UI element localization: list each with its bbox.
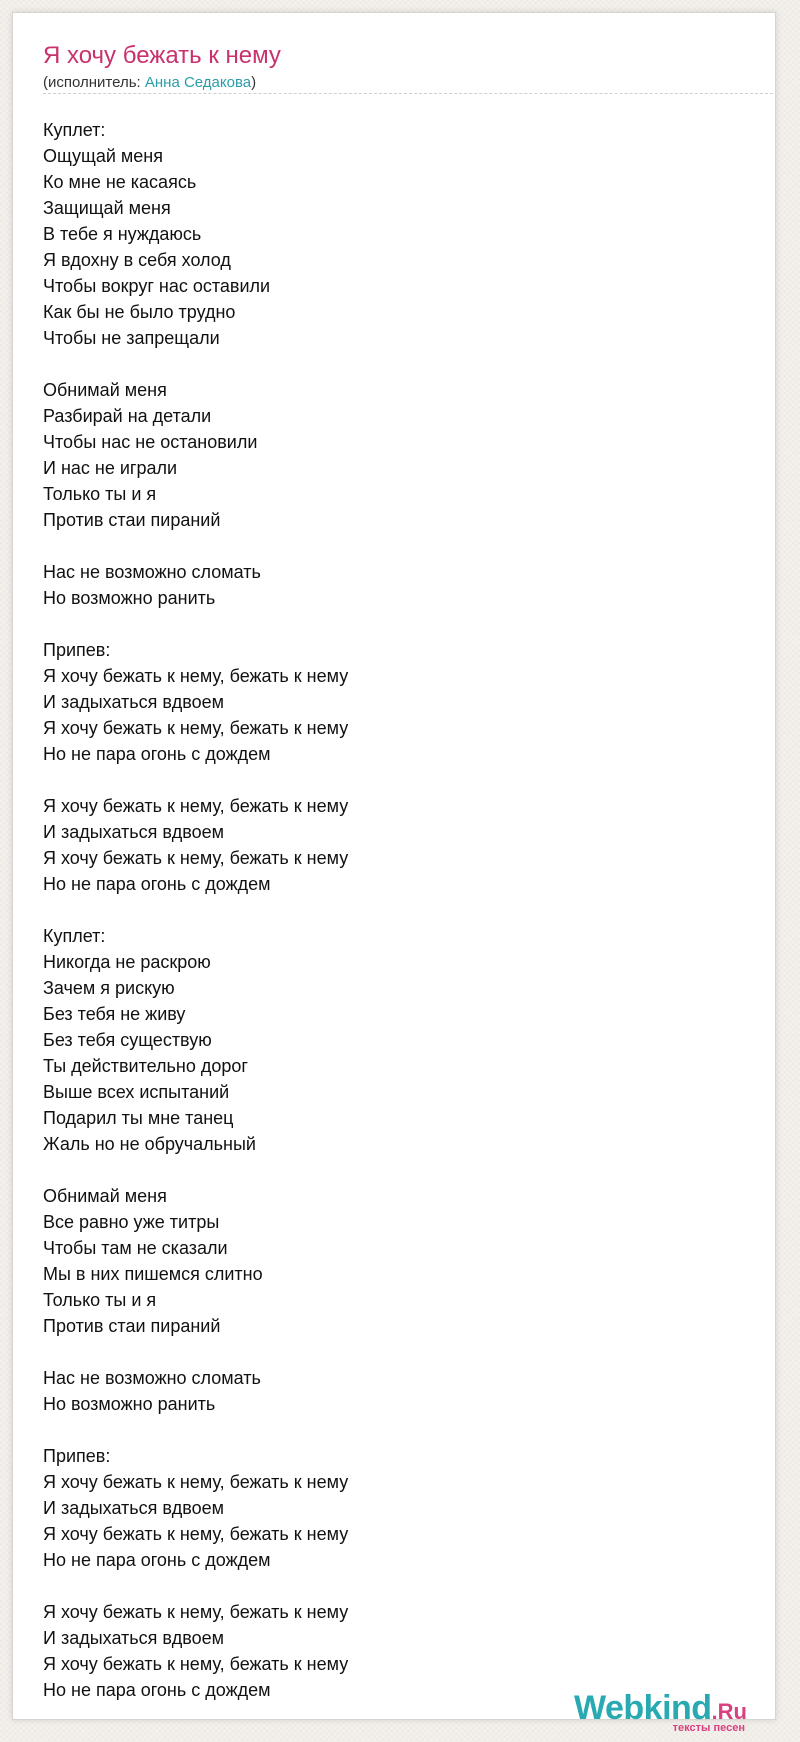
lyric-line: Я хочу бежать к нему, бежать к нему (43, 1524, 349, 1544)
lyric-line: Но не пара огонь с дождем (43, 874, 271, 894)
lyric-line: Но не пара огонь с дождем (43, 1680, 271, 1700)
lyric-line: Чтобы не запрещали (43, 328, 220, 348)
lyric-line: Зачем я рискую (43, 978, 175, 998)
lyric-line: В тебе я нуждаюсь (43, 224, 202, 244)
stanza-break (43, 897, 763, 923)
lyric-line: Нас не возможно сломать (43, 1368, 261, 1388)
lyric-line: Обнимай меня (43, 1186, 167, 1206)
lyric-line: Без тебя существую (43, 1030, 212, 1050)
lyric-line: Защищай меня (43, 198, 171, 218)
lyric-line: Я хочу бежать к нему, бежать к нему (43, 1602, 349, 1622)
lyric-line: Разбирай на детали (43, 406, 212, 426)
lyric-line: Чтобы там не сказали (43, 1238, 228, 1258)
lyric-line: Припев: (43, 640, 111, 660)
stanza-break (43, 1339, 763, 1365)
logo-domain-suffix: .Ru (711, 1699, 747, 1724)
stanza-break (43, 1573, 763, 1599)
lyric-line: Подарил ты мне танец (43, 1108, 234, 1128)
stanza-break (43, 1157, 763, 1183)
song-header (43, 41, 743, 93)
lyric-line: Нас не возможно сломать (43, 562, 261, 582)
lyric-line: Я хочу бежать к нему, бежать к нему (43, 1472, 349, 1492)
lyric-line: Припев: (43, 1446, 111, 1466)
lyric-line: Только ты и я (43, 484, 157, 504)
stanza-break (43, 611, 763, 637)
lyric-line: И задыхаться вдвоем (43, 822, 225, 842)
lyric-line: Ко мне не касаясь (43, 172, 197, 192)
lyric-line: Только ты и я (43, 1290, 157, 1310)
lyric-line: И задыхаться вдвоем (43, 1498, 225, 1518)
site-logo[interactable] (574, 1689, 747, 1734)
artist-line (43, 73, 743, 93)
lyric-line: Против стаи пираний (43, 510, 221, 530)
stanza-break (43, 533, 763, 559)
lyric-line: Обнимай меня (43, 380, 167, 400)
lyric-line: Но возможно ранить (43, 588, 216, 608)
lyric-line: И задыхаться вдвоем (43, 692, 225, 712)
lyric-line: Выше всех испытаний (43, 1082, 230, 1102)
lyric-line: Никогда не раскрою (43, 952, 211, 972)
lyric-line: Ты действительно дорог (43, 1056, 248, 1076)
lyric-line: И нас не играли (43, 458, 178, 478)
lyric-line: Чтобы вокруг нас оставили (43, 276, 271, 296)
lyric-line: Без тебя не живу (43, 1004, 186, 1024)
song-title: Я хочу бежать к нему (43, 42, 281, 69)
artist-link[interactable]: Анна Седакова (144, 74, 252, 91)
lyric-line: Но возможно ранить (43, 1394, 216, 1414)
lyric-line: Я хочу бежать к нему, бежать к нему (43, 718, 349, 738)
lyrics-text (43, 117, 763, 1703)
stanza-break (43, 1417, 763, 1443)
lyric-line: Я вдохну в себя холод (43, 250, 231, 270)
lyrics-card (12, 12, 776, 1734)
lyric-line: Мы в них пишемся слитно (43, 1264, 263, 1284)
lyric-line: Все равно уже титры (43, 1212, 220, 1232)
lyric-line: Ощущай меня (43, 146, 163, 166)
lyric-line: Но не пара огонь с дождем (43, 744, 271, 764)
logo-tagline: тексты песен (672, 1722, 745, 1734)
lyric-line: Жаль но не обручальный (43, 1134, 256, 1154)
lyric-line: Как бы не было трудно (43, 302, 236, 322)
header-divider (43, 93, 773, 94)
lyric-line: Чтобы нас не остановили (43, 432, 258, 452)
stanza-break (43, 767, 763, 793)
lyric-line: Я хочу бежать к нему, бежать к нему (43, 796, 349, 816)
lyric-line: Я хочу бежать к нему, бежать к нему (43, 848, 349, 868)
stanza-break (43, 351, 763, 377)
lyric-line: И задыхаться вдвоем (43, 1628, 225, 1648)
artist-prefix: (исполнитель: (43, 74, 145, 91)
artist-suffix: ) (251, 74, 257, 91)
lyric-line: Я хочу бежать к нему, бежать к нему (43, 666, 349, 686)
lyric-line: Куплет: (43, 926, 106, 946)
lyric-line: Против стаи пираний (43, 1316, 221, 1336)
lyric-line: Но не пара огонь с дождем (43, 1550, 271, 1570)
lyric-line: Я хочу бежать к нему, бежать к нему (43, 1654, 349, 1674)
logo-wordmark: Webkind (574, 1689, 712, 1727)
lyric-line: Куплет: (43, 120, 106, 140)
